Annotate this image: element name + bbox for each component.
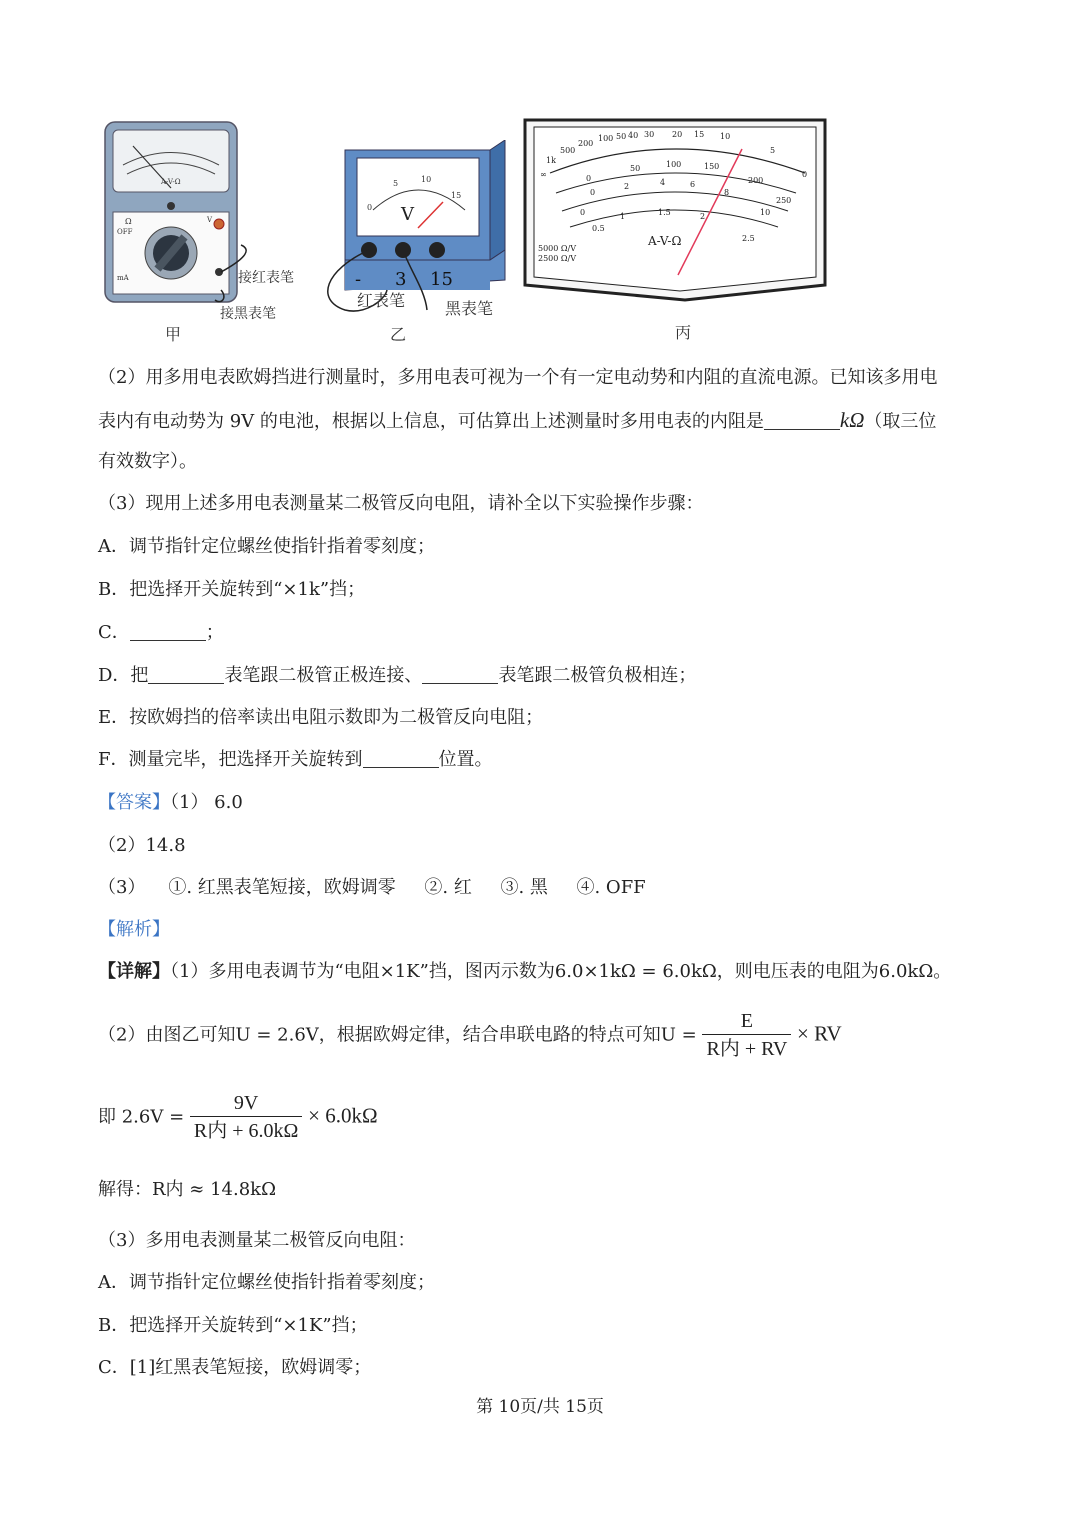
bing-ohm-15: 15 — [694, 130, 705, 139]
answer-3: （3） ①. 红黑表笔短接，欧姆调零 ②. 红 ③. 黑 ④. OFF — [98, 877, 646, 898]
bing-low-4: 4 — [660, 178, 666, 187]
label-connect-red: 接红表笔 — [238, 270, 294, 286]
jia-scale-label: A-V-Ω — [161, 178, 181, 186]
s3-step-c: C．[1]红黑表笔短接，欧姆调零； — [98, 1357, 372, 1378]
bing-ohm-1k: 1k — [546, 156, 556, 165]
bing-ohm-inf: ∞ — [540, 170, 547, 179]
yi-label-black: 黑表笔 — [445, 299, 494, 318]
bing-ohm-40: 40 — [628, 131, 639, 140]
q2-line2 — [98, 406, 936, 436]
jia-dial-ma: mA — [117, 274, 129, 282]
voltmeter-illustration — [315, 140, 515, 315]
blank-step-c[interactable] — [130, 622, 206, 641]
bing-ac-25: 2.5 — [742, 234, 755, 243]
fraction-ohm-law — [702, 1008, 791, 1063]
analysis-tag: 【解析】 — [98, 919, 170, 940]
bing-ohm-5: 5 — [770, 146, 776, 155]
fraction-equation — [190, 1090, 302, 1145]
bing-scale-label: A-V-Ω — [648, 234, 682, 248]
bing-ac-1: 1 — [620, 212, 626, 221]
yi-tick-10: 10 — [421, 175, 432, 184]
yi-terminal-minus: - — [355, 269, 362, 290]
bing-low-8: 8 — [724, 188, 730, 197]
meter-dial-illustration — [520, 115, 830, 305]
caption-bing: 丙 — [675, 323, 692, 342]
bing-ohm-0: 0 — [802, 170, 808, 179]
bing-ac-2: 2 — [700, 212, 706, 221]
step-c-post: ； — [205, 622, 224, 643]
s3-intro: （3）多用电表测量某二极管反向电阻： — [98, 1230, 416, 1251]
figure-jia — [103, 120, 333, 320]
bing-ohm-500: 500 — [560, 146, 576, 155]
figure-row — [95, 110, 845, 355]
yi-unit: V — [401, 204, 414, 225]
fraction-ohm-numerator: E — [702, 1008, 791, 1035]
yi-terminal-3: 3 — [395, 269, 407, 290]
step-d-pre: D．把 — [98, 665, 149, 686]
blank-step-d-1[interactable] — [148, 665, 224, 684]
bing-low-2: 2 — [624, 182, 630, 191]
solve-line: 解得：R内 ≈ 14.8kΩ — [98, 1179, 276, 1200]
bing-ohm-10: 10 — [720, 132, 731, 141]
yi-terminal-15: 15 — [430, 269, 453, 290]
s3-step-b: B．把选择开关旋转到“×1K”挡； — [98, 1315, 368, 1336]
q2-unit: kΩ — [839, 408, 865, 432]
step-e: E．按欧姆挡的倍率读出电阻示数即为二极管反向电阻； — [98, 707, 544, 728]
yi-tick-5: 5 — [393, 179, 399, 188]
equation-pre: 即 2.6V = — [98, 1106, 185, 1128]
step-f — [98, 746, 493, 774]
bing-ac-05: 0.5 — [592, 224, 605, 233]
q2-line2-a: 表内有电动势为 9V 的电池，根据以上信息，可估算出上述测量时多用电表的内阻是 — [98, 411, 764, 432]
q2-line2-b: （取三位 — [864, 411, 937, 432]
figure-yi — [315, 140, 515, 315]
bing-ohm-200: 200 — [578, 139, 594, 148]
step-c — [98, 619, 224, 647]
yi-label-red: 红表笔 — [357, 291, 406, 310]
bing-note2: 2500 Ω/V — [538, 254, 577, 263]
answer-tag: 【答案】 — [98, 792, 170, 813]
answer-line1 — [98, 789, 243, 817]
fraction-eq-numerator: 9V — [190, 1090, 302, 1117]
step-d — [98, 662, 696, 690]
yi-tick-15: 15 — [451, 191, 462, 200]
step-d-post: 表笔跟二极管负极相连； — [498, 665, 697, 686]
detail-line1 — [98, 958, 951, 986]
multimeter-illustration — [103, 120, 333, 320]
step-b: B．把选择开关旋转到“×1k”挡； — [98, 579, 366, 600]
jia-dial-ohm: Ω — [125, 217, 132, 226]
detail-2-pre: （2）由图乙可知U = 2.6V，根据欧姆定律，结合串联电路的特点可知U = — [98, 1024, 697, 1046]
step-f-post: 位置。 — [438, 749, 493, 770]
bing-mid-50: 50 — [630, 164, 641, 173]
bing-mid-100: 100 — [666, 160, 682, 169]
step-c-pre: C． — [98, 622, 130, 643]
jia-dial-off: OFF — [117, 228, 133, 236]
fraction-ohm-denominator: R内 + RV — [706, 1038, 788, 1060]
fraction-eq-denominator: R内 + 6.0kΩ — [193, 1120, 299, 1142]
caption-yi: 乙 — [390, 325, 407, 344]
detail-1: （1）多用电表调节为“电阻×1K”挡，图丙示数为6.0×1kΩ = 6.0kΩ，则电压表的电阻为6.0kΩ。 — [170, 961, 952, 982]
bing-mid-0: 0 — [586, 174, 592, 183]
bing-low-6: 6 — [690, 180, 696, 189]
answer-2: （2）14.8 — [98, 835, 186, 856]
bing-ohm-20: 20 — [672, 130, 683, 139]
label-connect-black: 接黑表笔 — [220, 306, 276, 320]
bing-ohm-30: 30 — [644, 130, 655, 139]
figure-bing — [520, 115, 830, 305]
bing-ac-0: 0 — [580, 208, 586, 217]
bing-note1: 5000 Ω/V — [538, 244, 577, 253]
yi-tick-0: 0 — [367, 203, 373, 212]
step-f-pre: F．测量完毕，把选择开关旋转到 — [98, 749, 363, 770]
bing-mid-250: 250 — [776, 196, 792, 205]
detail-line2 — [98, 1008, 842, 1063]
detail-tag: 【详解】 — [98, 961, 170, 982]
s3-step-a: A．调节指针定位螺丝使指针指着零刻度； — [98, 1272, 435, 1293]
bing-low-10: 10 — [760, 208, 771, 217]
bing-ohm-50: 50 — [616, 132, 627, 141]
q3-intro: （3）现用上述多用电表测量某二极管反向电阻，请补全以下实验操作步骤： — [98, 493, 704, 514]
page-footer: 第 10页/共 15页 — [476, 1397, 604, 1417]
bing-mid-150: 150 — [704, 162, 720, 171]
answer-1: （1） 6.0 — [170, 792, 243, 813]
step-a: A．调节指针定位螺丝使指针指着零刻度； — [98, 536, 435, 557]
blank-step-f[interactable] — [363, 749, 439, 768]
jia-dial-v: V — [207, 216, 213, 224]
blank-step-d-2[interactable] — [422, 665, 498, 684]
bing-low-0: 0 — [590, 188, 596, 197]
equation-line — [98, 1090, 378, 1145]
detail-2-post: × RV — [797, 1021, 842, 1046]
equation-post: × 6.0kΩ — [308, 1103, 378, 1128]
step-d-mid: 表笔跟二极管正极连接、 — [224, 665, 423, 686]
q2-line1: （2）用多用电表欧姆挡进行测量时，多用电表可视为一个有一定电动势和内阻的直流电源。已知该多用电 — [98, 367, 938, 388]
q2-line3: 有效数字）。 — [98, 451, 197, 472]
caption-jia: 甲 — [165, 325, 182, 344]
bing-mid-200: 200 — [748, 176, 764, 185]
bing-ohm-100: 100 — [598, 134, 614, 143]
bing-ac-15: 1.5 — [658, 208, 671, 217]
blank-internal-resistance[interactable] — [764, 411, 840, 430]
